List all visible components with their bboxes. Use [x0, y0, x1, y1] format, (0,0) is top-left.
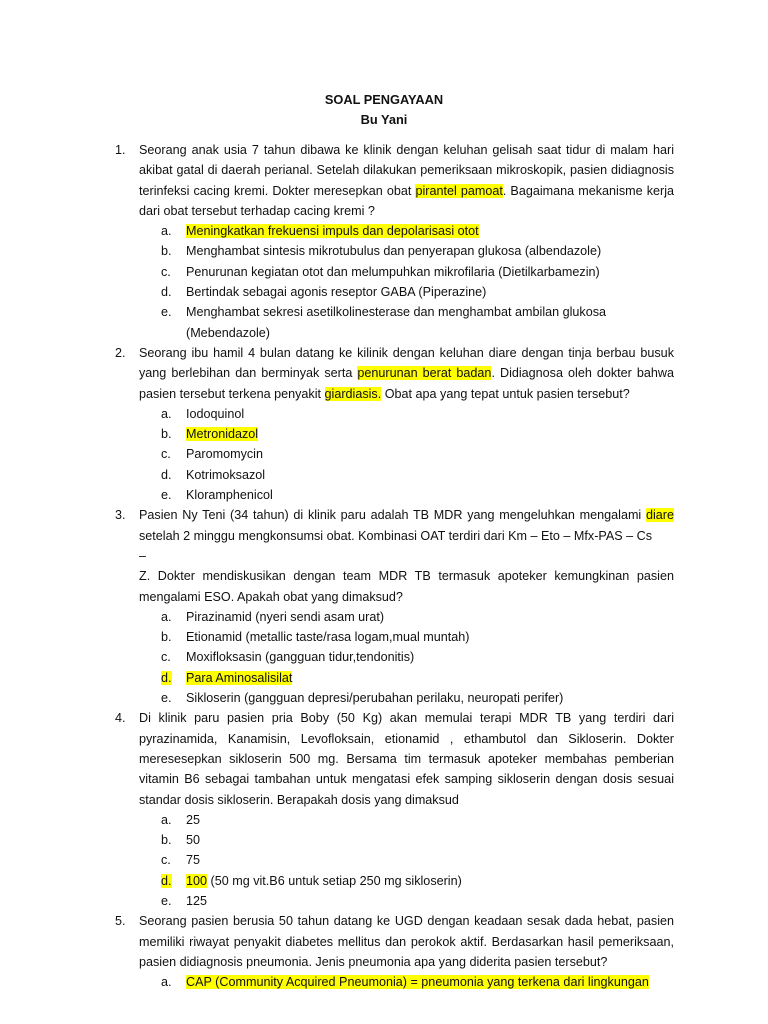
answer-option	[139, 891, 674, 911]
option-list	[139, 404, 674, 505]
question-text-segment: Pasien Ny Teni (34 tahun) di klinik paru adalah TB MDR yang mengeluhkan mengalami	[139, 508, 646, 523]
question-number: 2.	[115, 345, 126, 360]
option-letter: a.	[161, 609, 172, 624]
question-text	[139, 708, 674, 809]
option-letter: e.	[161, 893, 172, 908]
option-text-segment: Iodoquinol	[186, 406, 245, 421]
option-letter: d.	[161, 873, 172, 888]
question-number: 5.	[115, 914, 126, 929]
option-text-segment: Pirazinamid (nyeri sendi asam urat)	[186, 609, 385, 624]
document-author: Bu Yani	[360, 111, 408, 127]
option-list	[139, 810, 674, 911]
option-text-segment: Bertindak sebagai agonis reseptor GABA (Piperazine)	[186, 285, 487, 300]
option-letter: a.	[161, 224, 172, 239]
option-text	[186, 894, 207, 908]
option-letter: e.	[161, 691, 172, 706]
option-text	[186, 813, 200, 827]
option-letter: a.	[161, 975, 172, 990]
option-text	[186, 427, 258, 441]
question-text	[139, 505, 674, 546]
option-letter: d.	[161, 285, 172, 300]
question-text-segment: Seorang anak usia 7 tahun dibawa ke klinik dengan keluhan gelisah saat tidur di malam hari akibat gatal di daerah perianal. Setelah dilakukan pemeriksaan mikroskopik, pasien didiagnosis terinfeksi cacing kremi. Dokter meresepkan obat	[139, 143, 674, 198]
option-letter: a.	[161, 812, 172, 827]
answer-option	[139, 830, 674, 850]
answer-option	[139, 647, 674, 667]
option-text-segment: Menghambat sintesis mikrotubulus dan penyerapan glukosa (albendazole)	[186, 244, 602, 259]
question-text	[139, 343, 674, 404]
question-text-segment: . Didiagnosa oleh dokter bahwa pasien tersebut terkena penyakit	[139, 366, 675, 401]
highlighted-text: giardiasis.	[324, 386, 382, 401]
option-letter: b.	[161, 427, 172, 442]
option-text-segment: Etionamid (metallic taste/rasa logam,mual muntah)	[186, 630, 470, 645]
option-letter: e.	[161, 305, 172, 320]
option-text	[186, 285, 486, 299]
highlighted-answer: Meningkatkan frekuensi impuls dan depolarisasi otot	[186, 224, 479, 239]
option-text	[186, 265, 600, 279]
option-letter: c.	[161, 264, 171, 279]
answer-option	[139, 282, 674, 302]
question-text-segment: . Bagaimana mekanisme kerja dari obat tersebut terhadap cacing kremi ?	[139, 183, 674, 218]
answer-option	[139, 850, 674, 870]
answer-option	[139, 627, 674, 647]
answer-option	[139, 221, 674, 241]
option-text	[186, 975, 649, 989]
option-text	[186, 224, 479, 238]
option-text	[186, 244, 601, 258]
highlighted-answer: 100	[186, 873, 208, 888]
question-text-segment: setelah 2 minggu mengkonsumsi obat. Kombinasi OAT terdiri dari Km – Eto – Mfx-PAS – Cs	[139, 528, 653, 543]
option-text	[186, 874, 462, 888]
option-text-segment: 25	[186, 812, 201, 827]
option-letter: c.	[161, 447, 171, 462]
question-text-segment: Seorang ibu hamil 4 bulan datang ke kilinik dengan keluhan diare dengan tinja berbau busuk yang berlebihan dan berminyak serta	[139, 345, 674, 381]
answer-option	[139, 871, 674, 891]
answer-option	[139, 302, 674, 343]
option-text-segment: Paromomycin	[186, 447, 263, 462]
answer-option	[139, 485, 674, 505]
option-letter: b.	[161, 630, 172, 645]
answer-option	[139, 810, 674, 830]
answer-option	[139, 444, 674, 464]
question-item	[115, 708, 674, 911]
answer-option	[139, 688, 674, 708]
answer-option	[139, 607, 674, 627]
option-text-segment: 75	[186, 853, 201, 868]
option-text-segment: Menghambat sekresi asetilkolinesterase dan menghambat ambilan glukosa (Mebendazole)	[186, 305, 607, 340]
question-list	[115, 140, 674, 992]
document-title: SOAL PENGAYAAN	[324, 92, 444, 107]
option-text	[186, 671, 292, 685]
highlighted-answer: CAP (Community Acquired Pneumonia) = pneumonia yang terkena dari lingkungan	[186, 975, 649, 990]
option-text	[186, 488, 273, 502]
answer-option	[139, 424, 674, 444]
option-text-segment: 50	[186, 833, 201, 848]
option-letter: b.	[161, 833, 172, 848]
highlighted-text: penurunan berat badan	[357, 366, 492, 381]
question-number: 1.	[115, 143, 126, 157]
highlighted-answer: Para Aminosalisilat	[186, 670, 293, 685]
option-text	[186, 630, 469, 644]
question-number: 3.	[115, 508, 126, 523]
question-text-segment: Obat apa yang tepat untuk pasien tersebut?	[381, 386, 630, 401]
highlighted-text: diare	[645, 508, 674, 523]
question-text	[139, 911, 674, 972]
option-text-segment: 125	[186, 893, 208, 908]
option-text	[186, 407, 244, 421]
option-letter: a.	[161, 406, 172, 421]
question-text-segment: Di klinik paru pasien pria Boby (50 Kg) akan memulai terapi MDR TB yang terdiri dari pyrazinamida, Kanamisin, Levofloksain, etionamid , ethambutol dan Sikloserin. Dokter meresesepkan sikloserin 500 mg. Bersama tim termasuk apoteker membahas pemberian vitamin B6 sebagai tambahan untuk mengatasi efek samping sikloserin dengan dosis sesuai standar dosis sikloserin. Berapakah dosis yang dimaksud	[139, 711, 674, 807]
option-text-segment: Penurunan kegiatan otot dan melumpuhkan mikrofilaria (Dietilkarbamezin)	[186, 264, 600, 279]
option-list	[139, 221, 674, 343]
question-text-segment: Seorang pasien berusia 50 tahun datang ke UGD dengan keadaan sesak dada hebat, pasien memiliki riwayat penyakit diabetes mellitus dan perokok aktif. Berdasarkan hasil pemeriksaan, pasien didiagnosis pneumonia. Jenis pneumonia apa yang diderita pasien tersebut?	[139, 914, 674, 969]
option-text	[186, 833, 200, 847]
option-text	[186, 468, 265, 482]
answer-option	[139, 972, 674, 992]
option-text-segment: Kotrimoksazol	[186, 467, 266, 482]
option-text	[186, 305, 606, 339]
question-text	[139, 140, 674, 221]
option-list	[139, 607, 674, 708]
option-letter: b.	[161, 244, 172, 259]
option-text	[186, 650, 414, 664]
option-text-segment: Kloramphenicol	[186, 488, 273, 503]
option-letter: d.	[161, 670, 172, 685]
option-text	[186, 691, 563, 705]
question-item	[115, 911, 674, 992]
option-text-segment: (50 mg vit.B6 untuk setiap 250 mg sikloserin)	[207, 873, 462, 888]
option-text	[186, 853, 200, 867]
question-item	[115, 505, 674, 708]
answer-option	[139, 262, 674, 282]
answer-option	[139, 404, 674, 424]
answer-option	[139, 668, 674, 688]
option-letter: e.	[161, 488, 172, 503]
question-dash-line: –	[139, 548, 147, 563]
answer-option	[139, 241, 674, 261]
question-number: 4.	[115, 711, 126, 726]
question-continuation: Z. Dokter mendiskusikan dengan team MDR TB termasuk apoteker kemungkinan pasien mengalami ESO. Apakah obat yang dimaksud?	[139, 569, 674, 604]
option-letter: c.	[161, 650, 171, 665]
question-item	[115, 343, 674, 505]
option-text-segment: Moxifloksasin (gangguan tidur,tendonitis)	[186, 650, 415, 665]
option-list	[139, 972, 674, 992]
option-letter: c.	[161, 853, 171, 868]
highlighted-text: pirantel pamoat	[415, 183, 503, 198]
option-text	[186, 610, 384, 624]
option-text	[186, 447, 263, 461]
title-block	[0, 90, 768, 129]
answer-option	[139, 465, 674, 485]
option-letter: d.	[161, 467, 172, 482]
option-text-segment: Sikloserin (gangguan depresi/perubahan perilaku, neuropati perifer)	[186, 691, 564, 706]
highlighted-answer: Metronidazol	[186, 427, 259, 442]
question-item	[115, 140, 674, 343]
